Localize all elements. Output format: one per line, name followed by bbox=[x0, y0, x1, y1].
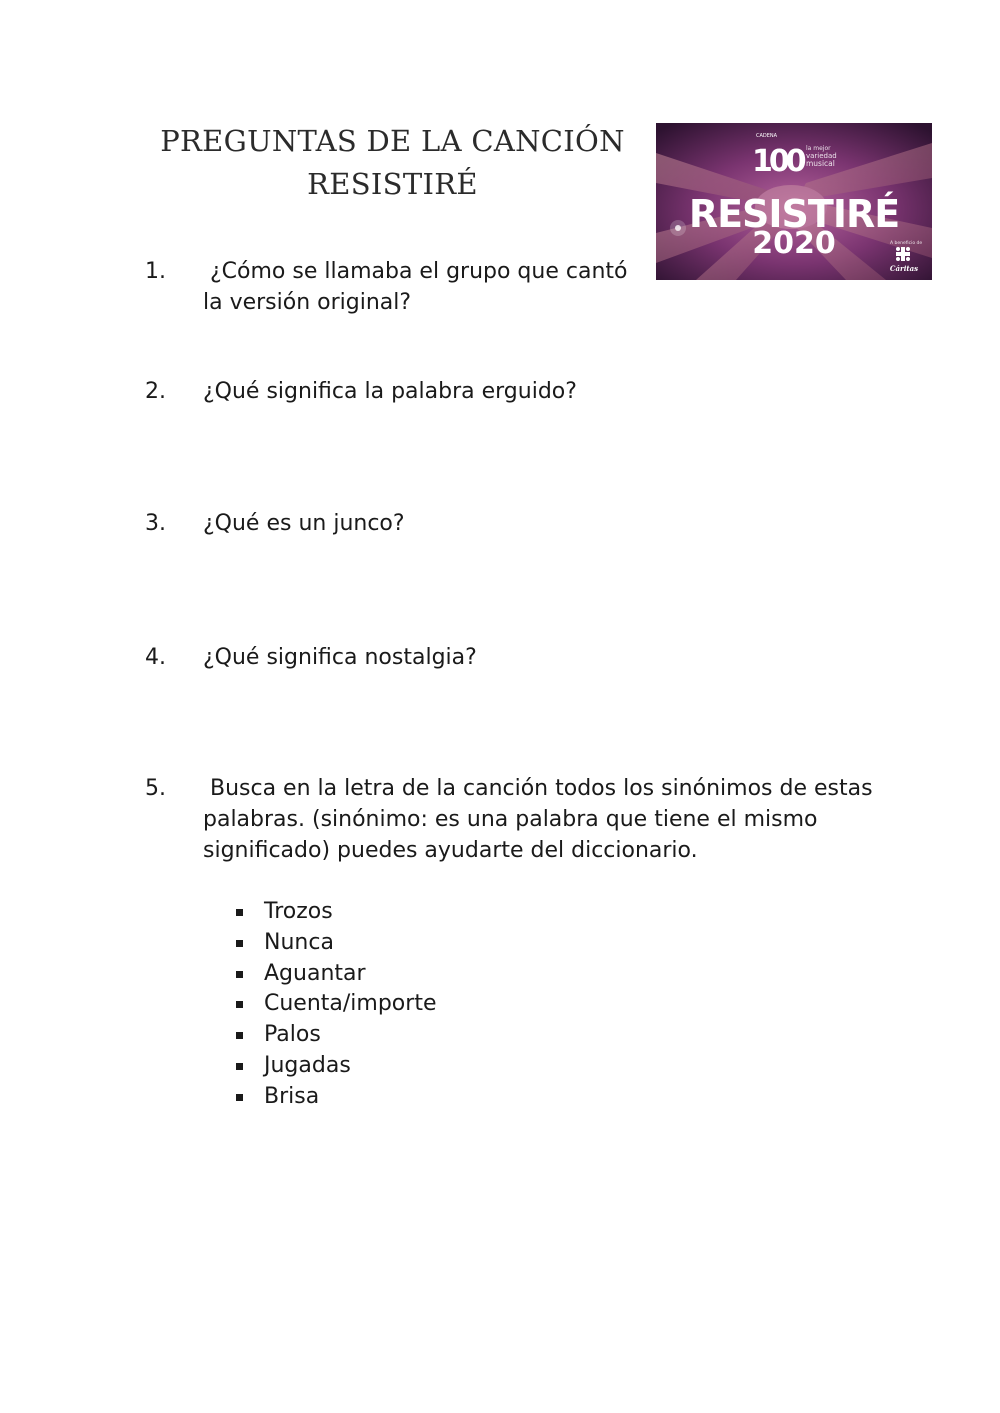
word-label: Cuenta/importe bbox=[264, 991, 437, 1017]
logo-tagline-3: musical bbox=[806, 159, 835, 168]
question-5 bbox=[145, 773, 893, 866]
bullet-square-icon bbox=[236, 971, 243, 978]
question-text: ¿Cómo se llamaba el grupo que cantó la versión original? bbox=[203, 259, 628, 315]
list-item bbox=[234, 1051, 436, 1082]
word-label: Brisa bbox=[264, 1083, 320, 1109]
list-item bbox=[234, 928, 436, 959]
word-label: Trozos bbox=[264, 899, 333, 924]
list-item bbox=[234, 1082, 436, 1113]
bullet-square-icon bbox=[236, 940, 243, 947]
logo-tagline-2: variedad bbox=[806, 152, 837, 160]
question-number: 4. bbox=[145, 645, 166, 670]
question-text: ¿Qué es un junco? bbox=[203, 511, 405, 536]
logo-small-top: CADENA bbox=[756, 133, 778, 139]
banner-headline: RESISTIRÉ bbox=[688, 192, 900, 236]
question-number: 1. bbox=[145, 259, 166, 284]
list-item bbox=[234, 897, 436, 928]
list-item bbox=[234, 989, 436, 1020]
caritas-cross-icon bbox=[896, 247, 910, 261]
list-item bbox=[234, 959, 436, 990]
beneficiary-name: Cáritas bbox=[889, 264, 919, 273]
word-label: Aguantar bbox=[264, 960, 366, 986]
list-item bbox=[234, 1020, 436, 1051]
question-4 bbox=[145, 642, 803, 673]
bullet-square-icon bbox=[236, 909, 243, 916]
bullet-square-icon bbox=[236, 1032, 243, 1039]
bullet-square-icon bbox=[236, 1094, 243, 1101]
question-text: ¿Qué significa nostalgia? bbox=[203, 645, 477, 670]
resistire-banner-image bbox=[656, 123, 932, 280]
title-line-1: PREGUNTAS DE LA CANCIÓN bbox=[160, 124, 625, 158]
bullet-square-icon bbox=[236, 1001, 243, 1008]
bullet-square-icon bbox=[236, 1063, 243, 1070]
page-title bbox=[160, 120, 625, 206]
synonym-word-list bbox=[234, 897, 436, 1113]
beneficiary-label: A beneficio de bbox=[890, 241, 923, 246]
banner-year: 2020 bbox=[752, 226, 836, 261]
question-3 bbox=[145, 508, 803, 539]
title-line-2: RESISTIRÉ bbox=[307, 167, 478, 201]
word-label: Palos bbox=[264, 1022, 321, 1048]
question-1 bbox=[145, 256, 643, 318]
word-label: Nunca bbox=[264, 929, 334, 955]
question-number: 3. bbox=[145, 511, 166, 536]
question-number: 2. bbox=[145, 379, 166, 404]
question-text: ¿Qué significa la palabra erguido? bbox=[203, 379, 577, 404]
logo-tagline-1: la mejor bbox=[806, 145, 831, 152]
question-number: 5. bbox=[145, 776, 166, 801]
logo-number: 100 bbox=[752, 144, 803, 179]
word-label: Jugadas bbox=[264, 1052, 351, 1078]
question-2 bbox=[145, 376, 803, 407]
question-text: Busca en la letra de la canción todos los sinónimos de estas palabras. (sinónimo: es una palabra que tiene el mismo significado) puedes ayudarte del diccionario. bbox=[203, 776, 873, 863]
